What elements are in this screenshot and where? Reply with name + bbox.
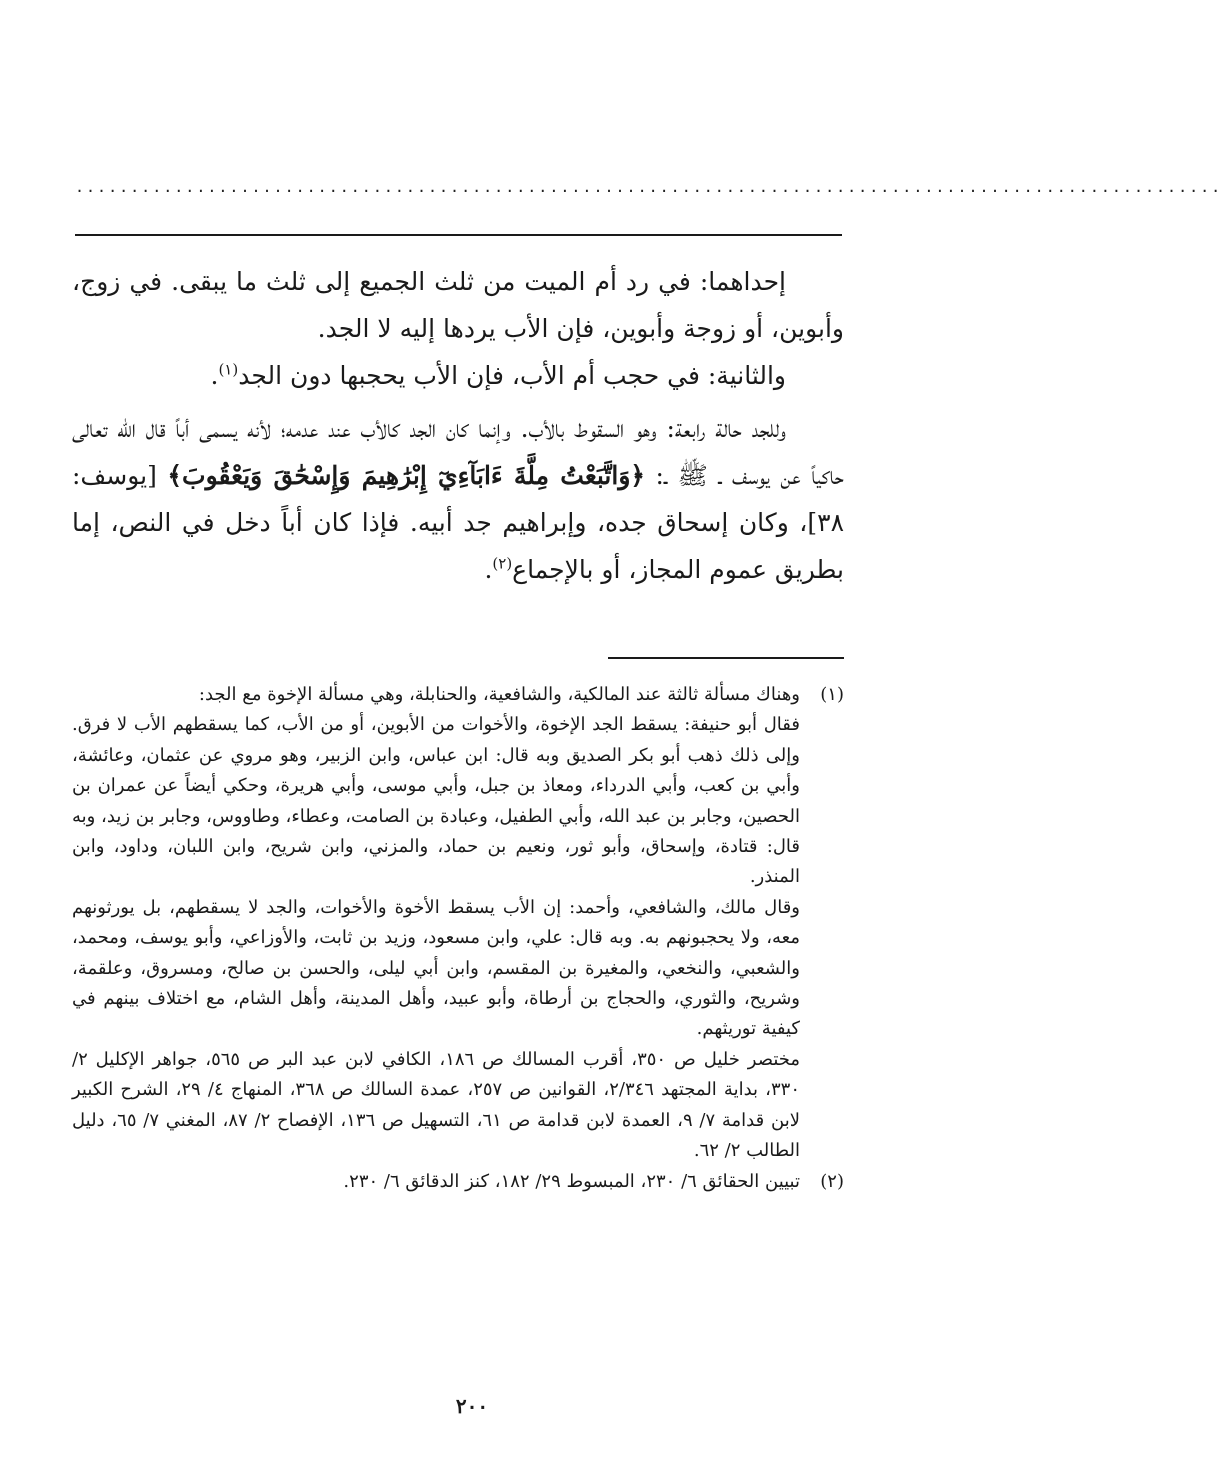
footnotes	[72, 680, 844, 1197]
header-rule	[75, 234, 842, 236]
footnote-1-paragraph: فقال أبو حنيفة: يسقط الجد الإخوة، والأخوات من الأبوين، أو من الأب، كما يسقطهم الأب لا فرق. وإلى ذلك ذهب أبو بكر الصديق وبه قال: ابن عباس، وابن الزبير، وهو مروي عن عثمان، وعائشة، وأبي بن كعب، وأبي الدرداء، ومعاذ بن جبل، وأبي موسى، وأبي هريرة، وحكي أيضاً عن عمران بن الحصين، وجابر بن عبد الله، وأبي الطفيل، وعبادة بن الصامت، وعطاء، وطاووس، وجابر بن زيد، وبه قال: قتادة، وإسحاق، وأبو ثور، ونعيم بن حماد، والمزني، وابن شريح، وابن اللبان، وداود، وابن المنذر.	[71, 714, 800, 888]
paragraph-2	[72, 352, 844, 399]
paragraph-2-end: .	[210, 361, 219, 390]
paragraph-3-end: .	[484, 555, 493, 584]
footnote-ref-2: (٢)	[492, 554, 513, 573]
footnote-2-number: (٢)	[820, 1170, 844, 1192]
paragraph-3-text-a: وللجد حالة رابعة: وهو السقوط بالأب. وإنما كان الجد كالأب عند عدمه؛ لأنه يسمى أباً قال الله تعالى حاكياً عن يوسف ـ ﷺ ـ:	[72, 414, 844, 490]
footnote-2	[72, 1167, 844, 1197]
footnote-1-body	[72, 680, 800, 1167]
quran-verse: ﴿وَاتَّبَعْتُ مِلَّةَ ءَابَآءِيٓ إِبْرَٰهِيمَ وَإِسْحَٰقَ وَيَعْقُوبَ﴾	[167, 461, 646, 490]
paragraph-3-text-b: [يوسف: ٣٨]، وكان إسحاق جده، وإبراهيم جد أبيه. فإذا كان أباً دخل في النص، إما بطريق عموم المجاز، أو بالإجماع	[72, 461, 844, 584]
footnote-1-paragraph: وقال مالك، والشافعي، وأحمد: إن الأب يسقط الأخوة والأخوات، والجد لا يسقطهم، بل يورثونهم معه، ولا يحجبونهم به. وبه قال: علي، وابن مسعود، وزيد بن ثابت، والأوزاعي، وأبو يوسف، ومحمد، والشعبي، والنخعي، والمغيرة بن المقسم، وابن أبي ليلى، والحسن بن صالح، ومسروق، وعلقمة، وشريح، والثوري، والحجاج بن أرطاة، وأبو عبيد، وأهل المدينة، وأهل الشام، مع اختلاف بينهم في كيفية توريثهم.	[72, 896, 800, 1040]
paragraph-2-text: والثانية: في حجب أم الأب، فإن الأب يحجبها دون الجد	[238, 361, 786, 390]
footnote-ref-1: (١)	[218, 360, 239, 379]
footnote-1	[72, 680, 844, 1167]
footnote-1-references: مختصر خليل ص ٣٥٠، أقرب المسالك ص ١٨٦، الكافي لابن عبد البر ص ٥٦٥، جواهر الإكليل ٢/ ٣٣٠، بداية المجتهد ٢/٣٤٦، القوانين ص ٢٥٧، عمدة السالك ص ٣٦٨، المنهاج ٤/ ٢٩، الشرح الكبير لابن قدامة ٧/ ٩، العمدة لابن قدامة ص ٦١، التسهيل ص ١٣٦، الإفصاح ٢/ ٨٧، المغني ٧/ ٦٥، دليل الطالب ٢/ ٦٢.	[72, 1048, 801, 1162]
footnote-1-number: (١)	[820, 684, 844, 705]
footnote-1-paragraph: وهناك مسألة ثالثة عند المالكية، والشافعية، والحنابلة، وهي مسألة الإخوة مع الجد:	[198, 684, 800, 705]
dotted-separator: ........................................................................................................	[75, 178, 1222, 196]
footnote-2-body	[72, 1167, 800, 1197]
paragraph-1: إحداهما: في رد أم الميت من ثلث الجميع إلى ثلث ما يبقى. في زوج، وأبوين، أو زوجة وأبوين، فإن الأب يردها إليه لا الجد.	[72, 267, 844, 343]
footnote-2-references: تبيين الحقائق ٦/ ٢٣٠، المبسوط ٢٩/ ١٨٢، كنز الدقائق ٦/ ٢٣٠.	[343, 1170, 800, 1192]
footnote-rule	[608, 657, 844, 659]
main-text	[72, 258, 844, 593]
paragraph-3	[72, 405, 844, 593]
page-number: ٢٠٠	[455, 1394, 489, 1418]
